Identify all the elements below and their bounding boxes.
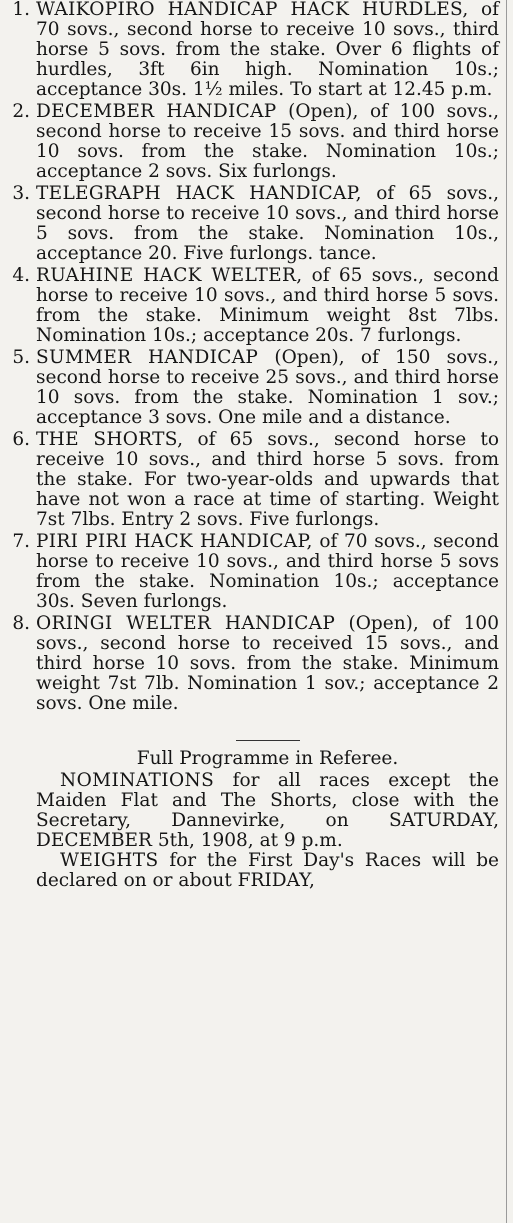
race-title: ORINGI WELTER HANDICAP xyxy=(36,613,336,634)
race-entry xyxy=(12,429,499,530)
race-number: 1. xyxy=(12,0,30,20)
nominations-notice xyxy=(36,771,499,851)
race-title: THE SHORTS, xyxy=(36,429,184,450)
race-number: 7. xyxy=(12,531,30,552)
race-details: of 65 sovs., second horse to receive 10 sovs., and third horse 5 sovs. from the stake. For two-year-olds and upwards that have not won a race at time of starting. Weight 7st 7lbs. Entry 2 sovs. Five furlongs. xyxy=(36,429,499,530)
race-details: (Open), of 100 sovs., second horse to receive 15 sovs. and third horse 10 sovs. from the stake. Nomination 10s.; acceptance 2 sovs. Six furlongs. xyxy=(36,101,499,182)
nominations-text: for all races except the Maiden Flat and The Shorts, close with the Secretary, Dannevirke, on SATURDAY, DECEMBER 5th, 1908, at 9 p.m. xyxy=(36,770,499,851)
race-title: RUAHINE HACK WELTER, xyxy=(36,265,303,286)
race-details: of 65 sovs., second horse to receive 10 sovs., and third horse 5 sovs. from the stake. Minimum weight 8st 7lbs. Nomination 10s.; acceptance 20s. 7 furlongs. xyxy=(36,265,499,346)
programme-note: Full Programme in Referee. xyxy=(136,748,399,769)
race-details: (Open), of 150 sovs., second horse to receive 25 sovs., and third horse 10 sovs. from the stake. Nomination 1 sov.; acceptance 3 sovs. One mile and a distance. xyxy=(36,347,499,428)
race-number: 3. xyxy=(12,183,30,204)
race-entry xyxy=(12,347,499,428)
race-entry xyxy=(12,531,499,612)
race-details: of 70 sovs., second horse to receive 10 sovs., and third horse 5 sovs from the stake. Nomination 10s.; acceptance 30s. Seven furlongs. xyxy=(36,531,499,612)
nominations-lead: NOMINATIONS xyxy=(60,770,215,791)
weights-text: for the First Day's Races will be declared on or about FRIDAY, xyxy=(36,850,499,891)
race-entry xyxy=(12,0,499,100)
race-title: SUMMER HANDICAP xyxy=(36,347,259,368)
race-details: (Open), of 100 sovs., second horse to received 15 sovs., and third horse 10 sovs. from the stake. Minimum weight 7st 7lb. Nomination 1 sov.; acceptance 2 sovs. One mile. xyxy=(36,613,499,714)
race-title: PIRI PIRI HACK HANDICAP, xyxy=(36,531,313,552)
race-number: 5. xyxy=(12,347,30,368)
race-entry xyxy=(12,183,499,264)
race-details: of 70 sovs., second horse to receive 10 sovs., third horse 5 sovs. from the stake. Over 6 flights of hurdles, 3ft 6in high. Nomination 10s.; acceptance 30s. 1½ miles. To start at 12.45 p.m. xyxy=(36,0,499,100)
race-entry xyxy=(12,101,499,182)
race-entry xyxy=(12,265,499,346)
weights-notice xyxy=(36,851,499,891)
race-title: DECEMBER HANDICAP xyxy=(36,101,277,122)
race-number: 4. xyxy=(12,265,30,286)
race-number: 6. xyxy=(12,429,30,450)
race-title: TELEGRAPH HACK HANDICAP, xyxy=(36,183,362,204)
weights-lead: WEIGHTS xyxy=(60,850,159,871)
column-rule xyxy=(506,0,507,1223)
section-divider xyxy=(236,740,300,741)
race-details: of 65 sovs., second horse to receive 10 sovs., and third horse 5 sovs. from the stake. Nomination 10s., acceptance 20. Five furlongs. tance. xyxy=(36,183,499,264)
race-entry xyxy=(12,613,499,714)
race-number: 2. xyxy=(12,101,30,122)
race-number: 8. xyxy=(12,613,30,634)
race-title: WAIKOPIRO HANDICAP HACK HURDLES, xyxy=(36,0,469,20)
